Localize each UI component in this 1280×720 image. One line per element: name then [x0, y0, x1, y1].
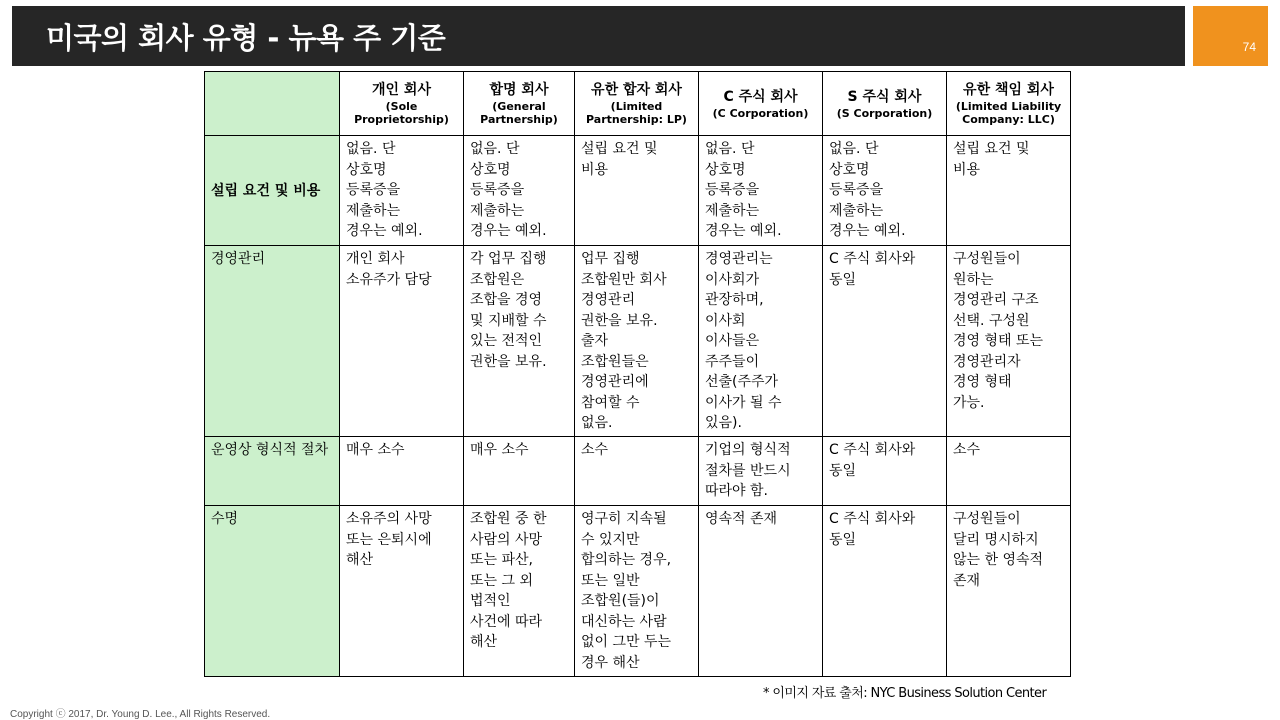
table-cell: 없음. 단 상호명 등록증을 제출하는 경우는 예외.: [464, 136, 575, 246]
image-source-note: * 이미지 자료 출처: NYC Business Solution Center: [763, 686, 1047, 701]
table-cell: 기업의 형식적 절차를 반드시 따라야 함.: [699, 437, 823, 506]
page-number: 74: [1242, 40, 1256, 54]
table-cell: 경영관리는 이사회가 관장하며, 이사회 이사들은 주주들이 선출(주주가 이사가 될 수 있음).: [699, 246, 823, 437]
table-cell: C 주식 회사와 동일: [823, 246, 947, 437]
row-header: 설립 요건 및 비용: [205, 136, 340, 246]
table-cell: 매우 소수: [464, 437, 575, 506]
page-number-box: [1193, 6, 1268, 66]
corner-cell: [205, 72, 340, 136]
title-bar: [12, 6, 1185, 66]
table-row: [205, 437, 1071, 506]
table-cell: 소유주의 사망 또는 은퇴시에 해산: [340, 506, 464, 677]
table-cell: 소수: [575, 437, 699, 506]
table-cell: 소수: [947, 437, 1071, 506]
column-header: C 주식 회사 (C Corporation): [699, 72, 823, 136]
table-cell: 매우 소수: [340, 437, 464, 506]
table-cell: 설립 요건 및 비용: [575, 136, 699, 246]
table-row: [205, 136, 1071, 246]
table-header-row: [205, 72, 1071, 136]
column-header: 유한 책임 회사 (Limited Liability Company: LLC): [947, 72, 1071, 136]
table-row: [205, 246, 1071, 437]
table-cell: 설립 요건 및 비용: [947, 136, 1071, 246]
column-header: 유한 합자 회사 (Limited Partnership: LP): [575, 72, 699, 136]
column-header: S 주식 회사 (S Corporation): [823, 72, 947, 136]
table-cell: 구성원들이 달리 명시하지 않는 한 영속적 존재: [947, 506, 1071, 677]
table-cell: C 주식 회사와 동일: [823, 437, 947, 506]
row-header: 수명: [205, 506, 340, 677]
slide-title: 미국의 회사 유형 - 뉴욕 주 기준: [46, 21, 446, 55]
column-header: 합명 회사 (General Partnership): [464, 72, 575, 136]
table-row: [205, 506, 1071, 677]
table-cell: 조합원 중 한 사람의 사망 또는 파산, 또는 그 외 법적인 사건에 따라 해산: [464, 506, 575, 677]
row-header: 경영관리: [205, 246, 340, 437]
column-header: 개인 회사 (Sole Proprietorship): [340, 72, 464, 136]
table-cell: 구성원들이 원하는 경영관리 구조 선택. 구성원 경영 형태 또는 경영관리자 경영 형태 가능.: [947, 246, 1071, 437]
table-cell: 영구히 지속될 수 있지만 합의하는 경우, 또는 일반 조합원(들)이 대신하는 사람 없이 그만 두는 경우 해산: [575, 506, 699, 677]
table-cell: 각 업무 집행 조합원은 조합을 경영 및 지배할 수 있는 전적인 권한을 보유.: [464, 246, 575, 437]
table-cell: 없음. 단 상호명 등록증을 제출하는 경우는 예외.: [823, 136, 947, 246]
table-cell: 업무 집행 조합원만 회사 경영관리 권한을 보유. 출자 조합원들은 경영관리에 참여할 수 없음.: [575, 246, 699, 437]
table-cell: 없음. 단 상호명 등록증을 제출하는 경우는 예외.: [340, 136, 464, 246]
table-cell: 개인 회사 소유주가 담당: [340, 246, 464, 437]
row-header: 운영상 형식적 절차: [205, 437, 340, 506]
table-cell: 영속적 존재: [699, 506, 823, 677]
copyright-notice: Copyright ⓒ 2017, Dr. Young D. Lee., All Rights Reserved.: [10, 709, 271, 720]
table-cell: 없음. 단 상호명 등록증을 제출하는 경우는 예외.: [699, 136, 823, 246]
company-type-table: [204, 71, 1071, 677]
table-cell: C 주식 회사와 동일: [823, 506, 947, 677]
